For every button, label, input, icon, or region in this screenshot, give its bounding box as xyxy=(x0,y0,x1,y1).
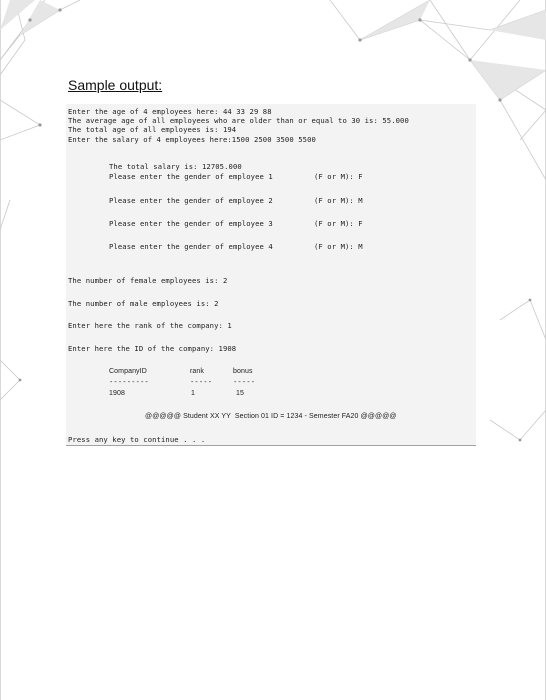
console-line: Enter the salary of 4 employees here:1500 2500 3500 5500 xyxy=(68,135,316,144)
total-salary-line: The total salary is: 12705.000 xyxy=(109,162,242,171)
console-line: The total age of all employees is: 194 xyxy=(68,125,237,134)
table-cell-rank: 1 xyxy=(191,390,195,397)
gender-prompt: Please enter the gender of employee 3 xyxy=(109,219,273,228)
female-count-line: The number of female employees is: 2 xyxy=(68,276,228,285)
console-line: The average age of all employees who are older than or equal to 30 is: 55.000 xyxy=(68,116,409,125)
gender-hint: (F or M): M xyxy=(314,196,363,205)
gender-hint: (F or M): M xyxy=(314,242,363,251)
gender-prompt: Please enter the gender of employee 4 xyxy=(109,242,273,251)
table-dashes: --------- xyxy=(109,377,149,386)
gender-prompt: Please enter the gender of employee 1 xyxy=(109,172,273,181)
sample-output-heading: Sample output: xyxy=(68,77,163,93)
id-prompt-line: Enter here the ID of the company: 1908 xyxy=(68,344,237,353)
gender-prompt: Please enter the gender of employee 2 xyxy=(109,196,273,205)
table-header-rank: rank xyxy=(190,368,205,375)
table-header-companyid: CompanyID xyxy=(109,368,147,375)
student-footer-line: @@@@@ Student XX YY Section 01 ID = 1234 - Semester FA20 @@@@@ xyxy=(145,413,397,420)
gender-hint: (F or M): F xyxy=(314,172,363,181)
table-cell-bonus: 15 xyxy=(236,390,244,397)
console-line: Enter the age of 4 employees here: 44 33 29 88 xyxy=(68,107,272,116)
male-count-line: The number of male employees is: 2 xyxy=(68,299,219,308)
table-dashes: ----- xyxy=(190,377,213,386)
table-cell-companyid: 1908 xyxy=(109,390,125,397)
table-header-bonus: bonus xyxy=(233,368,253,375)
rank-prompt-line: Enter here the rank of the company: 1 xyxy=(68,321,232,330)
table-dashes: ----- xyxy=(233,377,256,386)
gender-hint: (F or M): F xyxy=(314,219,363,228)
console-output xyxy=(66,104,476,446)
press-key-line: Press any key to continue . . . xyxy=(68,435,206,444)
